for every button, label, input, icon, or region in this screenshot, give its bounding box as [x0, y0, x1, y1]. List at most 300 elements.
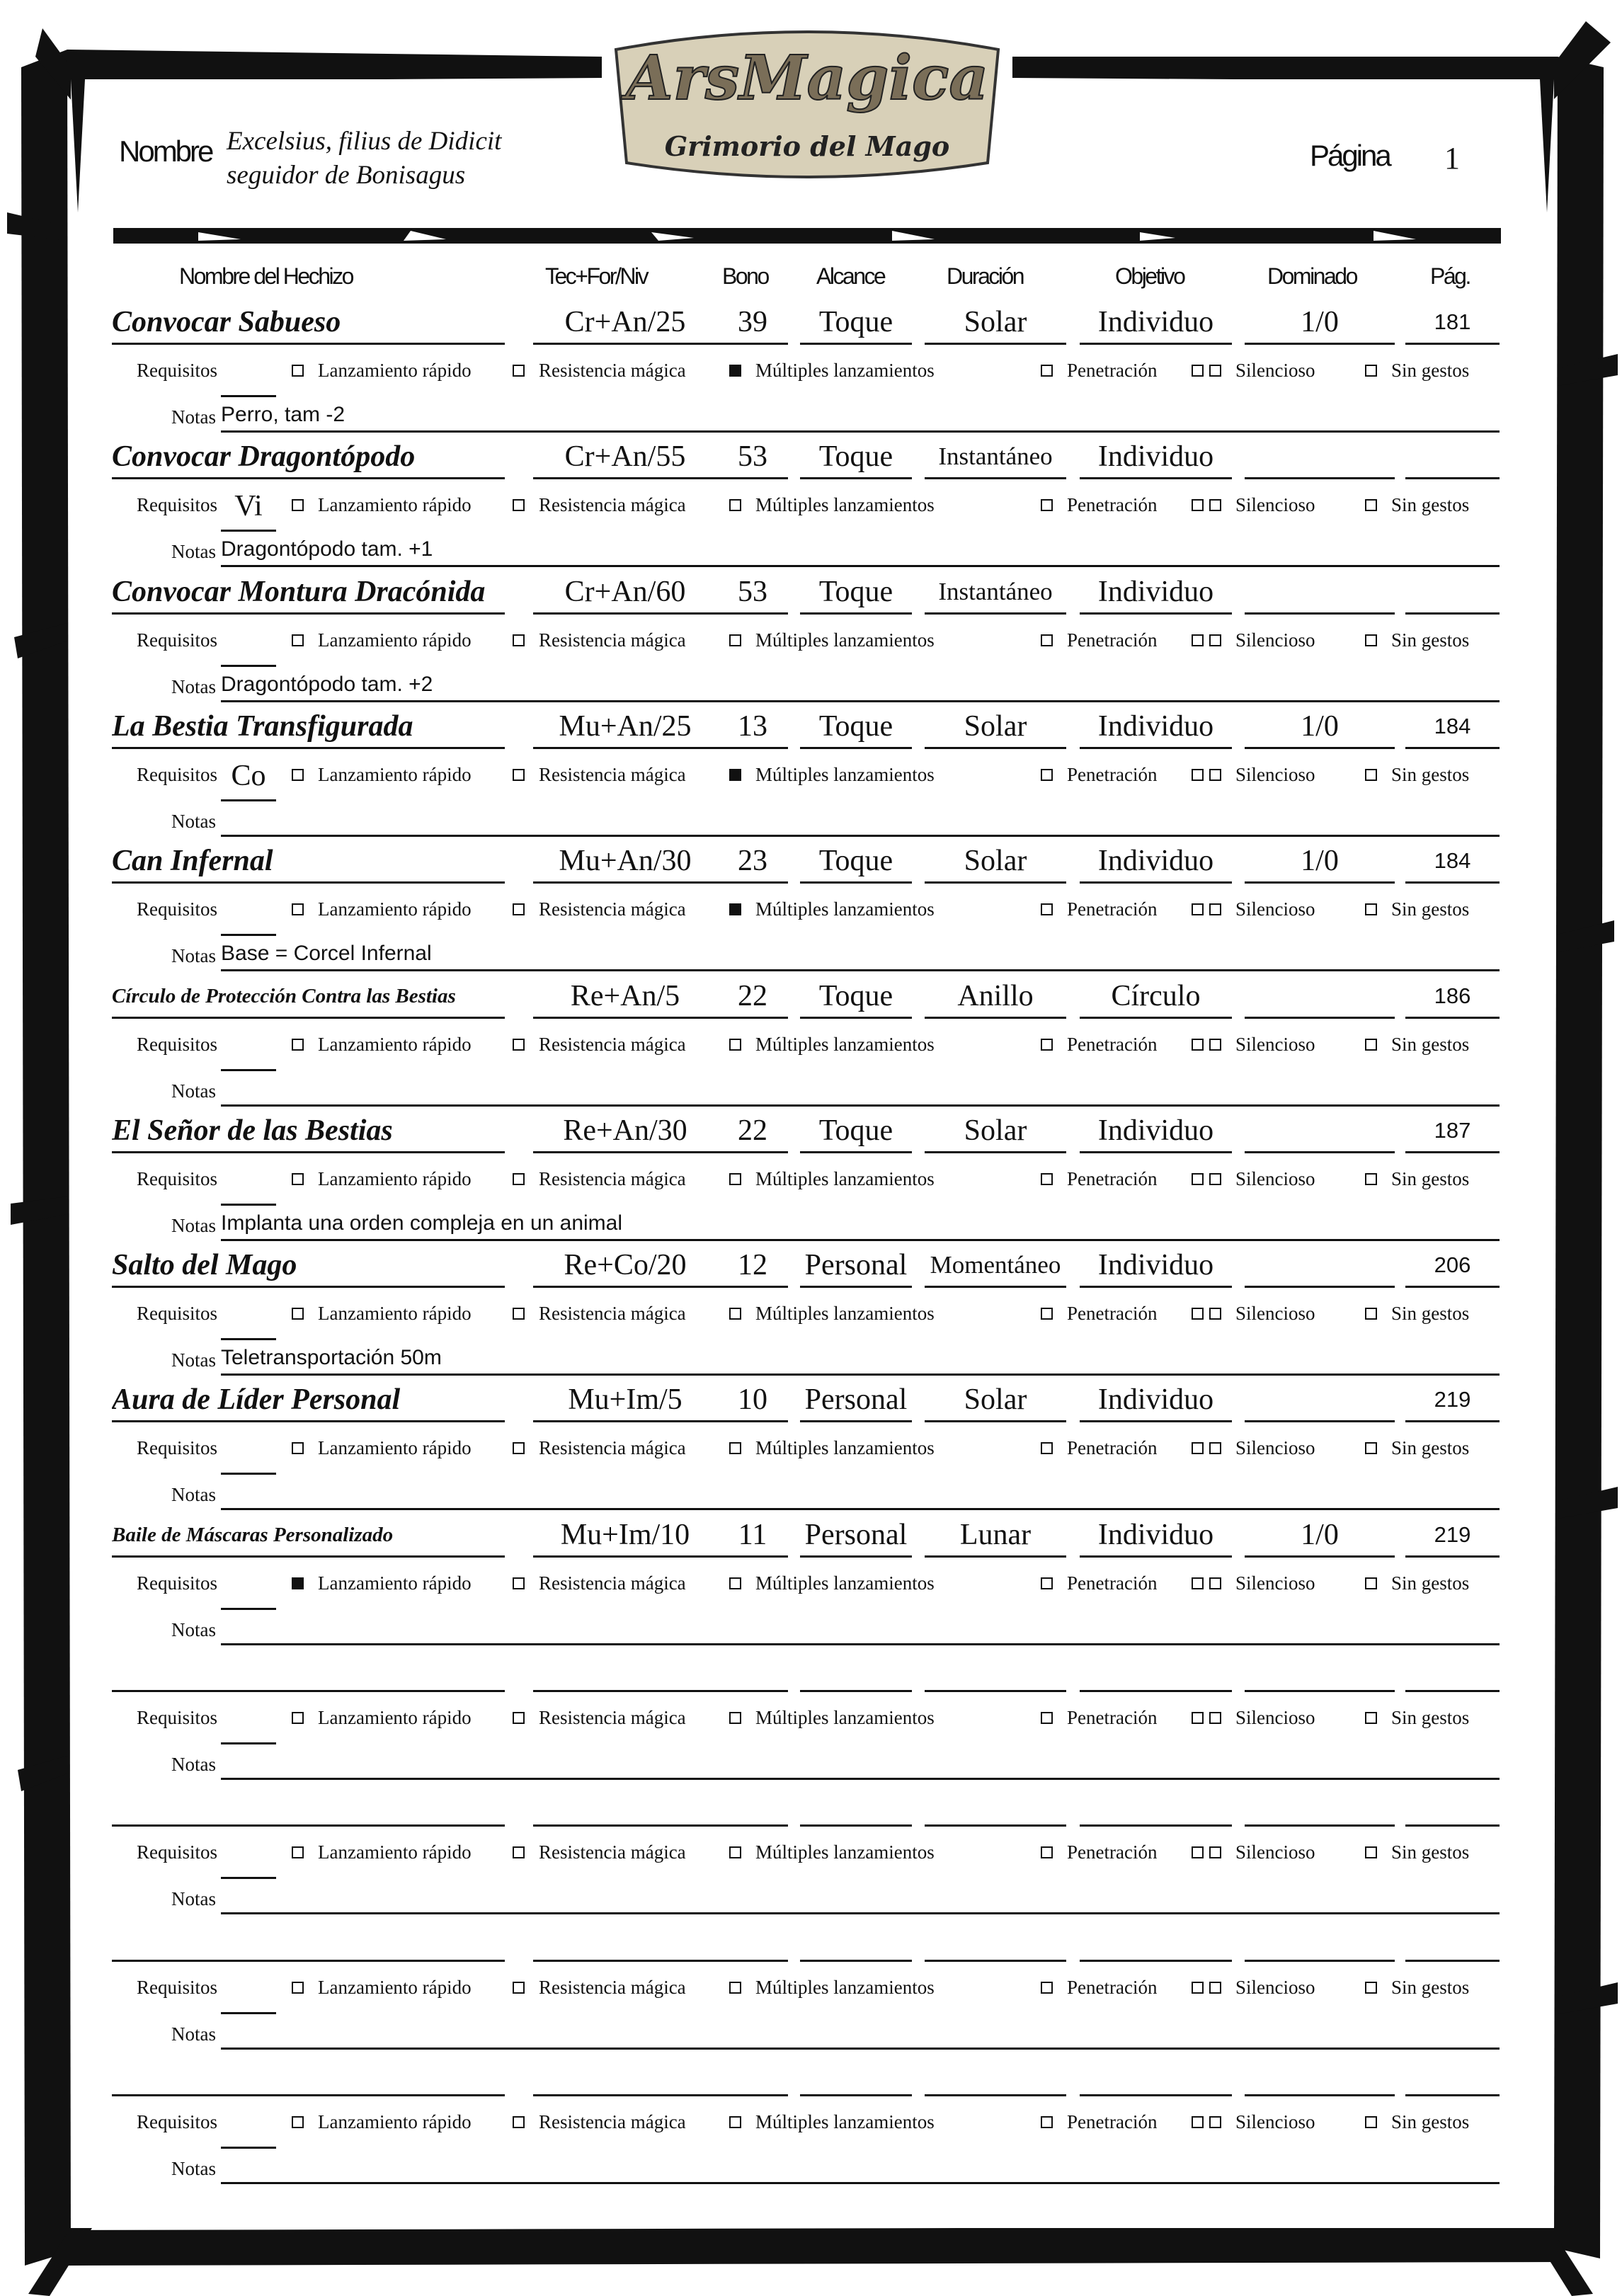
spell-name[interactable]: Salto del Mago: [112, 1245, 505, 1288]
checkbox-multiples-lanzamientos[interactable]: [729, 1846, 741, 1858]
spell-range[interactable]: [800, 1649, 912, 1692]
checkbox-sin-gestos[interactable]: [1365, 903, 1377, 915]
checkbox-multiples-lanzamientos[interactable]: [729, 769, 741, 781]
checkbox-resistencia-magica[interactable]: [513, 1442, 525, 1454]
spell-page[interactable]: 186: [1405, 976, 1500, 1019]
spell-bonus[interactable]: 39: [717, 302, 788, 345]
checkbox-sin-gestos[interactable]: [1365, 365, 1377, 377]
spell-bonus[interactable]: 22: [717, 1110, 788, 1153]
notes-field[interactable]: [221, 1881, 1500, 1914]
checkbox-penetracion[interactable]: [1041, 1846, 1053, 1858]
requisitos-field[interactable]: Vi: [221, 486, 276, 532]
checkbox-multiples-lanzamientos[interactable]: [729, 1308, 741, 1320]
option-silencioso[interactable]: [1192, 1301, 1315, 1325]
option-silencioso[interactable]: [1192, 1571, 1315, 1595]
spell-range[interactable]: Toque: [800, 302, 912, 345]
option-penetracion[interactable]: [1041, 1301, 1157, 1325]
option-resistencia-magica[interactable]: [513, 1167, 686, 1191]
spell-name[interactable]: Baile de Máscaras Personalizado: [112, 1514, 505, 1558]
checkbox-lanzamiento-rapido[interactable]: [292, 1577, 304, 1589]
spell-tech-form-level[interactable]: Re+An/30: [533, 1110, 717, 1153]
spell-target[interactable]: [1080, 1649, 1232, 1692]
option-multiples-lanzamientos[interactable]: [729, 1975, 935, 1999]
spell-range[interactable]: Toque: [800, 976, 912, 1019]
option-resistencia-magica[interactable]: [513, 358, 686, 382]
checkbox-penetracion[interactable]: [1041, 1308, 1053, 1320]
checkbox-silencioso-1[interactable]: [1192, 1173, 1204, 1185]
checkbox-sin-gestos[interactable]: [1365, 634, 1377, 646]
spell-bonus[interactable]: [717, 1649, 788, 1692]
option-resistencia-magica[interactable]: [513, 897, 686, 921]
spell-page[interactable]: 184: [1405, 706, 1500, 749]
option-silencioso[interactable]: [1192, 1975, 1315, 1999]
checkbox-multiples-lanzamientos[interactable]: [729, 499, 741, 511]
checkbox-resistencia-magica[interactable]: [513, 1982, 525, 1994]
checkbox-penetracion[interactable]: [1041, 1442, 1053, 1454]
spell-mastered[interactable]: 1/0: [1245, 302, 1395, 345]
checkbox-sin-gestos[interactable]: [1365, 1173, 1377, 1185]
option-penetracion[interactable]: [1041, 897, 1157, 921]
option-multiples-lanzamientos[interactable]: [729, 1032, 935, 1056]
requisitos-field[interactable]: [221, 1564, 276, 1610]
spell-name[interactable]: Convocar Dragontópodo: [112, 436, 505, 479]
option-sin-gestos[interactable]: [1365, 1706, 1469, 1730]
spell-page[interactable]: [1405, 1649, 1500, 1692]
notes-field[interactable]: Base = Corcel Infernal: [221, 938, 1500, 971]
notes-field[interactable]: [221, 1073, 1500, 1107]
spell-name[interactable]: [112, 1783, 505, 1827]
option-lanzamiento-rapido[interactable]: [292, 1571, 472, 1595]
requisitos-field[interactable]: [221, 1429, 276, 1475]
requisitos-field[interactable]: Co: [221, 755, 276, 801]
spell-tech-form-level[interactable]: Mu+Im/5: [533, 1379, 717, 1422]
spell-tech-form-level[interactable]: Re+An/5: [533, 976, 717, 1019]
checkbox-silencioso-2[interactable]: [1209, 1577, 1221, 1589]
option-penetracion[interactable]: [1041, 1167, 1157, 1191]
spell-duration[interactable]: Solar: [925, 706, 1066, 749]
checkbox-sin-gestos[interactable]: [1365, 769, 1377, 781]
notes-field[interactable]: [221, 2016, 1500, 2050]
spell-name[interactable]: Can Infernal: [112, 840, 505, 884]
checkbox-multiples-lanzamientos[interactable]: [729, 1712, 741, 1724]
checkbox-penetracion[interactable]: [1041, 499, 1053, 511]
option-resistencia-magica[interactable]: [513, 493, 686, 517]
checkbox-silencioso-1[interactable]: [1192, 1039, 1204, 1051]
spell-tech-form-level[interactable]: [533, 1649, 717, 1692]
spell-bonus[interactable]: 53: [717, 571, 788, 615]
checkbox-sin-gestos[interactable]: [1365, 1308, 1377, 1320]
checkbox-silencioso-2[interactable]: [1209, 1308, 1221, 1320]
checkbox-resistencia-magica[interactable]: [513, 1712, 525, 1724]
spell-target[interactable]: [1080, 1919, 1232, 1962]
spell-page[interactable]: 187: [1405, 1110, 1500, 1153]
option-penetracion[interactable]: [1041, 1571, 1157, 1595]
spell-tech-form-level[interactable]: Mu+An/25: [533, 706, 717, 749]
option-penetracion[interactable]: [1041, 1436, 1157, 1460]
spell-tech-form-level[interactable]: Cr+An/60: [533, 571, 717, 615]
option-lanzamiento-rapido[interactable]: [292, 2110, 472, 2134]
spell-target[interactable]: Individuo: [1080, 1379, 1232, 1422]
checkbox-lanzamiento-rapido[interactable]: [292, 2116, 304, 2128]
option-sin-gestos[interactable]: [1365, 1436, 1469, 1460]
requisitos-field[interactable]: [221, 1160, 276, 1206]
checkbox-silencioso-2[interactable]: [1209, 1442, 1221, 1454]
checkbox-silencioso-1[interactable]: [1192, 2116, 1204, 2128]
checkbox-penetracion[interactable]: [1041, 1712, 1053, 1724]
spell-page[interactable]: [1405, 1783, 1500, 1827]
spell-target[interactable]: Individuo: [1080, 436, 1232, 479]
checkbox-silencioso-1[interactable]: [1192, 1308, 1204, 1320]
requisitos-field[interactable]: [221, 621, 276, 667]
spell-mastered[interactable]: [1245, 1110, 1395, 1153]
notes-field[interactable]: [221, 2151, 1500, 2184]
spell-range[interactable]: Personal: [800, 1245, 912, 1288]
spell-duration[interactable]: [925, 1649, 1066, 1692]
option-lanzamiento-rapido[interactable]: [292, 1301, 472, 1325]
option-silencioso[interactable]: [1192, 1167, 1315, 1191]
option-silencioso[interactable]: [1192, 2110, 1315, 2134]
option-multiples-lanzamientos[interactable]: [729, 1840, 935, 1864]
option-lanzamiento-rapido[interactable]: [292, 1167, 472, 1191]
spell-bonus[interactable]: 23: [717, 840, 788, 884]
spell-name[interactable]: Convocar Sabueso: [112, 302, 505, 345]
option-penetracion[interactable]: [1041, 763, 1157, 787]
checkbox-silencioso-1[interactable]: [1192, 499, 1204, 511]
spell-bonus[interactable]: 12: [717, 1245, 788, 1288]
spell-bonus[interactable]: [717, 1919, 788, 1962]
checkbox-sin-gestos[interactable]: [1365, 499, 1377, 511]
spell-mastered[interactable]: [1245, 436, 1395, 479]
checkbox-silencioso-1[interactable]: [1192, 1846, 1204, 1858]
option-penetracion[interactable]: [1041, 1975, 1157, 1999]
option-lanzamiento-rapido[interactable]: [292, 1975, 472, 1999]
checkbox-resistencia-magica[interactable]: [513, 499, 525, 511]
notes-field[interactable]: Dragontópodo tam. +2: [221, 669, 1500, 702]
checkbox-penetracion[interactable]: [1041, 1039, 1053, 1051]
checkbox-resistencia-magica[interactable]: [513, 1173, 525, 1185]
notes-field[interactable]: Perro, tam -2: [221, 399, 1500, 433]
option-multiples-lanzamientos[interactable]: [729, 2110, 935, 2134]
option-sin-gestos[interactable]: [1365, 1167, 1469, 1191]
checkbox-multiples-lanzamientos[interactable]: [729, 903, 741, 915]
option-silencioso[interactable]: [1192, 1706, 1315, 1730]
spell-name[interactable]: La Bestia Transfigurada: [112, 706, 505, 749]
spell-bonus[interactable]: 53: [717, 436, 788, 479]
option-sin-gestos[interactable]: [1365, 1975, 1469, 1999]
option-sin-gestos[interactable]: [1365, 1301, 1469, 1325]
option-silencioso[interactable]: [1192, 1032, 1315, 1056]
spell-bonus[interactable]: 13: [717, 706, 788, 749]
checkbox-resistencia-magica[interactable]: [513, 1308, 525, 1320]
checkbox-lanzamiento-rapido[interactable]: [292, 1308, 304, 1320]
checkbox-lanzamiento-rapido[interactable]: [292, 634, 304, 646]
option-resistencia-magica[interactable]: [513, 1706, 686, 1730]
checkbox-multiples-lanzamientos[interactable]: [729, 1577, 741, 1589]
checkbox-sin-gestos[interactable]: [1365, 2116, 1377, 2128]
checkbox-penetracion[interactable]: [1041, 634, 1053, 646]
spell-range[interactable]: Personal: [800, 1379, 912, 1422]
checkbox-silencioso-1[interactable]: [1192, 1982, 1204, 1994]
spell-page[interactable]: 219: [1405, 1379, 1500, 1422]
spell-tech-form-level[interactable]: [533, 1783, 717, 1827]
spell-page[interactable]: [1405, 1919, 1500, 1962]
spell-mastered[interactable]: 1/0: [1245, 840, 1395, 884]
checkbox-resistencia-magica[interactable]: [513, 1577, 525, 1589]
spell-duration[interactable]: [925, 1919, 1066, 1962]
spell-duration[interactable]: [925, 2053, 1066, 2096]
spell-mastered[interactable]: [1245, 1649, 1395, 1692]
mage-name[interactable]: [227, 125, 501, 193]
spell-range[interactable]: Toque: [800, 840, 912, 884]
spell-page[interactable]: [1405, 436, 1500, 479]
checkbox-silencioso-1[interactable]: [1192, 769, 1204, 781]
requisitos-field[interactable]: [221, 890, 276, 936]
checkbox-lanzamiento-rapido[interactable]: [292, 1039, 304, 1051]
spell-tech-form-level[interactable]: Mu+An/30: [533, 840, 717, 884]
checkbox-resistencia-magica[interactable]: [513, 903, 525, 915]
option-lanzamiento-rapido[interactable]: [292, 493, 472, 517]
spell-target[interactable]: Individuo: [1080, 1110, 1232, 1153]
option-lanzamiento-rapido[interactable]: [292, 897, 472, 921]
option-silencioso[interactable]: [1192, 493, 1315, 517]
requisitos-field[interactable]: [221, 1698, 276, 1744]
option-multiples-lanzamientos[interactable]: [729, 1436, 935, 1460]
spell-page[interactable]: [1405, 2053, 1500, 2096]
option-lanzamiento-rapido[interactable]: [292, 628, 472, 652]
option-resistencia-magica[interactable]: [513, 2110, 686, 2134]
checkbox-silencioso-1[interactable]: [1192, 365, 1204, 377]
option-penetracion[interactable]: [1041, 358, 1157, 382]
checkbox-silencioso-1[interactable]: [1192, 634, 1204, 646]
spell-target[interactable]: Círculo: [1080, 976, 1232, 1019]
checkbox-lanzamiento-rapido[interactable]: [292, 1442, 304, 1454]
option-resistencia-magica[interactable]: [513, 628, 686, 652]
spell-tech-form-level[interactable]: Re+Co/20: [533, 1245, 717, 1288]
option-sin-gestos[interactable]: [1365, 1571, 1469, 1595]
notes-field[interactable]: Dragontópodo tam. +1: [221, 534, 1500, 567]
checkbox-penetracion[interactable]: [1041, 769, 1053, 781]
checkbox-silencioso-1[interactable]: [1192, 1577, 1204, 1589]
checkbox-sin-gestos[interactable]: [1365, 1712, 1377, 1724]
option-penetracion[interactable]: [1041, 628, 1157, 652]
checkbox-resistencia-magica[interactable]: [513, 1039, 525, 1051]
spell-target[interactable]: Individuo: [1080, 1245, 1232, 1288]
option-sin-gestos[interactable]: [1365, 1032, 1469, 1056]
notes-field[interactable]: [221, 804, 1500, 837]
option-penetracion[interactable]: [1041, 1032, 1157, 1056]
spell-tech-form-level[interactable]: Mu+Im/10: [533, 1514, 717, 1558]
spell-range[interactable]: [800, 1783, 912, 1827]
spell-mastered[interactable]: [1245, 1245, 1395, 1288]
option-resistencia-magica[interactable]: [513, 1032, 686, 1056]
spell-target[interactable]: Individuo: [1080, 1514, 1232, 1558]
spell-range[interactable]: Toque: [800, 571, 912, 615]
checkbox-penetracion[interactable]: [1041, 365, 1053, 377]
option-multiples-lanzamientos[interactable]: [729, 1571, 935, 1595]
option-multiples-lanzamientos[interactable]: [729, 1301, 935, 1325]
checkbox-lanzamiento-rapido[interactable]: [292, 499, 304, 511]
option-sin-gestos[interactable]: [1365, 897, 1469, 921]
option-silencioso[interactable]: [1192, 358, 1315, 382]
checkbox-sin-gestos[interactable]: [1365, 1442, 1377, 1454]
checkbox-silencioso-2[interactable]: [1209, 1712, 1221, 1724]
checkbox-resistencia-magica[interactable]: [513, 2116, 525, 2128]
option-silencioso[interactable]: [1192, 897, 1315, 921]
spell-mastered[interactable]: [1245, 1379, 1395, 1422]
spell-name[interactable]: Aura de Líder Personal: [112, 1379, 505, 1422]
spell-mastered[interactable]: [1245, 1783, 1395, 1827]
checkbox-sin-gestos[interactable]: [1365, 1982, 1377, 1994]
spell-target[interactable]: Individuo: [1080, 302, 1232, 345]
requisitos-field[interactable]: [221, 1968, 276, 2014]
checkbox-silencioso-1[interactable]: [1192, 1712, 1204, 1724]
option-sin-gestos[interactable]: [1365, 763, 1469, 787]
requisitos-field[interactable]: [221, 2103, 276, 2149]
spell-tech-form-level[interactable]: Cr+An/55: [533, 436, 717, 479]
checkbox-silencioso-2[interactable]: [1209, 1039, 1221, 1051]
requisitos-field[interactable]: [221, 351, 276, 397]
spell-range[interactable]: Toque: [800, 436, 912, 479]
notes-field[interactable]: [221, 1747, 1500, 1780]
option-multiples-lanzamientos[interactable]: [729, 358, 935, 382]
option-sin-gestos[interactable]: [1365, 628, 1469, 652]
spell-mastered[interactable]: [1245, 571, 1395, 615]
notes-field[interactable]: Teletransportación 50m: [221, 1342, 1500, 1376]
spell-target[interactable]: [1080, 1783, 1232, 1827]
checkbox-multiples-lanzamientos[interactable]: [729, 1039, 741, 1051]
spell-page[interactable]: 206: [1405, 1245, 1500, 1288]
spell-bonus[interactable]: 22: [717, 976, 788, 1019]
option-silencioso[interactable]: [1192, 1436, 1315, 1460]
option-silencioso[interactable]: [1192, 628, 1315, 652]
option-sin-gestos[interactable]: [1365, 1840, 1469, 1864]
checkbox-lanzamiento-rapido[interactable]: [292, 1173, 304, 1185]
option-resistencia-magica[interactable]: [513, 1301, 686, 1325]
checkbox-resistencia-magica[interactable]: [513, 769, 525, 781]
checkbox-silencioso-1[interactable]: [1192, 1442, 1204, 1454]
notes-field[interactable]: Implanta una orden compleja en un animal: [221, 1208, 1500, 1241]
spell-bonus[interactable]: 10: [717, 1379, 788, 1422]
spell-name[interactable]: [112, 1919, 505, 1962]
option-penetracion[interactable]: [1041, 2110, 1157, 2134]
spell-range[interactable]: Toque: [800, 1110, 912, 1153]
spell-mastered[interactable]: [1245, 2053, 1395, 2096]
option-penetracion[interactable]: [1041, 493, 1157, 517]
checkbox-silencioso-2[interactable]: [1209, 499, 1221, 511]
checkbox-silencioso-2[interactable]: [1209, 1173, 1221, 1185]
option-resistencia-magica[interactable]: [513, 763, 686, 787]
option-multiples-lanzamientos[interactable]: [729, 897, 935, 921]
checkbox-multiples-lanzamientos[interactable]: [729, 634, 741, 646]
checkbox-silencioso-2[interactable]: [1209, 1846, 1221, 1858]
checkbox-multiples-lanzamientos[interactable]: [729, 1982, 741, 1994]
checkbox-multiples-lanzamientos[interactable]: [729, 1173, 741, 1185]
option-lanzamiento-rapido[interactable]: [292, 358, 472, 382]
checkbox-multiples-lanzamientos[interactable]: [729, 1442, 741, 1454]
spell-duration[interactable]: Momentáneo: [925, 1245, 1066, 1288]
checkbox-resistencia-magica[interactable]: [513, 634, 525, 646]
spell-bonus[interactable]: [717, 2053, 788, 2096]
spell-name[interactable]: Círculo de Protección Contra las Bestias: [112, 976, 505, 1019]
checkbox-lanzamiento-rapido[interactable]: [292, 903, 304, 915]
checkbox-sin-gestos[interactable]: [1365, 1846, 1377, 1858]
checkbox-penetracion[interactable]: [1041, 2116, 1053, 2128]
checkbox-sin-gestos[interactable]: [1365, 1577, 1377, 1589]
spell-duration[interactable]: Lunar: [925, 1514, 1066, 1558]
spell-target[interactable]: Individuo: [1080, 840, 1232, 884]
notes-field[interactable]: [221, 1612, 1500, 1645]
option-sin-gestos[interactable]: [1365, 2110, 1469, 2134]
option-multiples-lanzamientos[interactable]: [729, 1167, 935, 1191]
checkbox-resistencia-magica[interactable]: [513, 1846, 525, 1858]
checkbox-silencioso-2[interactable]: [1209, 2116, 1221, 2128]
spell-duration[interactable]: Anillo: [925, 976, 1066, 1019]
checkbox-lanzamiento-rapido[interactable]: [292, 769, 304, 781]
spell-page[interactable]: 181: [1405, 302, 1500, 345]
checkbox-penetracion[interactable]: [1041, 1173, 1053, 1185]
checkbox-multiples-lanzamientos[interactable]: [729, 2116, 741, 2128]
checkbox-silencioso-2[interactable]: [1209, 769, 1221, 781]
option-multiples-lanzamientos[interactable]: [729, 493, 935, 517]
checkbox-lanzamiento-rapido[interactable]: [292, 1846, 304, 1858]
option-sin-gestos[interactable]: [1365, 358, 1469, 382]
spell-duration[interactable]: Solar: [925, 302, 1066, 345]
requisitos-field[interactable]: [221, 1025, 276, 1071]
spell-range[interactable]: Toque: [800, 706, 912, 749]
checkbox-sin-gestos[interactable]: [1365, 1039, 1377, 1051]
spell-name[interactable]: El Señor de las Bestias: [112, 1110, 505, 1153]
option-multiples-lanzamientos[interactable]: [729, 1706, 935, 1730]
option-multiples-lanzamientos[interactable]: [729, 628, 935, 652]
option-resistencia-magica[interactable]: [513, 1571, 686, 1595]
option-sin-gestos[interactable]: [1365, 493, 1469, 517]
spell-tech-form-level[interactable]: Cr+An/25: [533, 302, 717, 345]
checkbox-silencioso-2[interactable]: [1209, 1982, 1221, 1994]
checkbox-lanzamiento-rapido[interactable]: [292, 1982, 304, 1994]
option-lanzamiento-rapido[interactable]: [292, 763, 472, 787]
spell-range[interactable]: Personal: [800, 1514, 912, 1558]
spell-duration[interactable]: Solar: [925, 840, 1066, 884]
spell-bonus[interactable]: [717, 1783, 788, 1827]
checkbox-multiples-lanzamientos[interactable]: [729, 365, 741, 377]
option-silencioso[interactable]: [1192, 763, 1315, 787]
option-resistencia-magica[interactable]: [513, 1840, 686, 1864]
checkbox-silencioso-1[interactable]: [1192, 903, 1204, 915]
spell-mastered[interactable]: [1245, 1919, 1395, 1962]
spell-range[interactable]: [800, 1919, 912, 1962]
spell-mastered[interactable]: 1/0: [1245, 1514, 1395, 1558]
spell-page[interactable]: 184: [1405, 840, 1500, 884]
option-multiples-lanzamientos[interactable]: [729, 763, 935, 787]
checkbox-lanzamiento-rapido[interactable]: [292, 365, 304, 377]
spell-name[interactable]: [112, 1649, 505, 1692]
checkbox-silencioso-2[interactable]: [1209, 365, 1221, 377]
option-lanzamiento-rapido[interactable]: [292, 1840, 472, 1864]
spell-name[interactable]: [112, 2053, 505, 2096]
checkbox-penetracion[interactable]: [1041, 1982, 1053, 1994]
pagina-value[interactable]: 1: [1444, 141, 1460, 176]
requisitos-field[interactable]: [221, 1294, 276, 1340]
checkbox-lanzamiento-rapido[interactable]: [292, 1712, 304, 1724]
spell-duration[interactable]: Solar: [925, 1379, 1066, 1422]
checkbox-silencioso-2[interactable]: [1209, 634, 1221, 646]
option-silencioso[interactable]: [1192, 1840, 1315, 1864]
spell-range[interactable]: [800, 2053, 912, 2096]
notes-field[interactable]: [221, 1477, 1500, 1510]
option-lanzamiento-rapido[interactable]: [292, 1706, 472, 1730]
spell-mastered[interactable]: [1245, 976, 1395, 1019]
spell-mastered[interactable]: 1/0: [1245, 706, 1395, 749]
